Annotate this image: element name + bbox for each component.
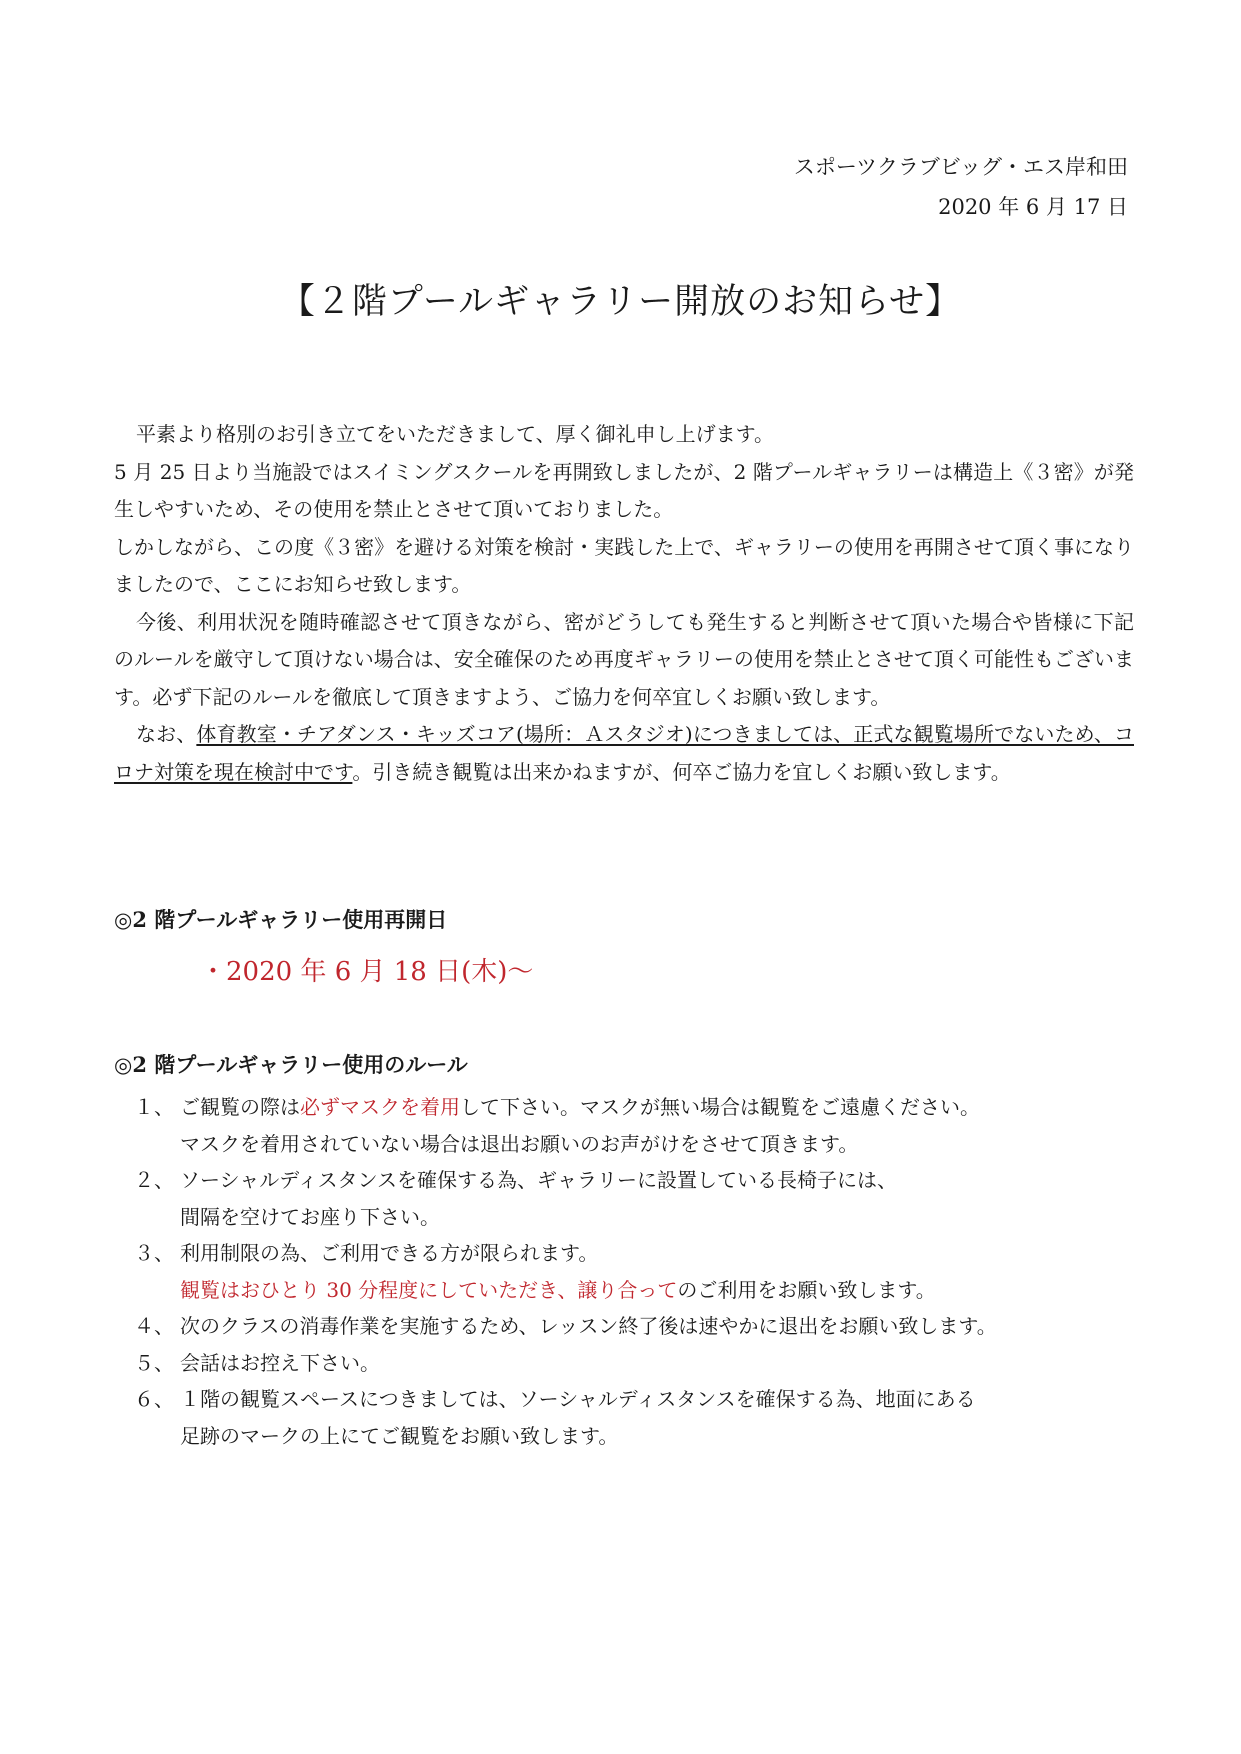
rule-text: ソーシャルディスタンスを確保する為、ギャラリーに設置している長椅子には、 (180, 1168, 897, 1192)
rule-continuation: 間隔を空けてお座り下さい。 (180, 1204, 440, 1229)
rule-text: 次のクラスの消毒作業を実施するため、レッスン終了後は速やかに退出をお願い致します。 (180, 1314, 997, 1338)
notice-tail: 。引き続き観覧は出来かねますが、何卒ご協力を宜しくお願い致します。 (352, 759, 1011, 784)
rule-text: １階の観覧スペースにつきましては、ソーシャルディスタンスを確保する為、地面にある (180, 1387, 976, 1411)
organization-name: スポーツクラブビッグ・エス岸和田 (793, 155, 1128, 179)
page-title: 【２階プールギャラリー開放のお知らせ】 (279, 282, 962, 322)
rule-text: ご観覧の際は (180, 1095, 300, 1119)
rule-item-2 (134, 1162, 1124, 1235)
issue-date: 2020 年 6 月 17 日 (938, 195, 1128, 219)
rule-text: のご利用をお願い致します。 (677, 1277, 936, 1302)
rule-text: 利用制限の為、ご利用できる方が限られます。 (180, 1241, 599, 1265)
rule-item-3 (134, 1235, 1124, 1308)
rule-continuation (134, 1272, 1124, 1309)
intro-paragraph-2: 5 月 25 日より当施設ではスイミングスクールを再開致しましたが、2 階プールギャラリーは構造上《３密》が発生しやすいため、その使用を禁止とさせて頂いておりました。 (114, 459, 1134, 521)
rule-number: １、 (134, 1095, 174, 1119)
rule-number: ３、 (134, 1241, 174, 1265)
intro-paragraph-3: しかしながら、この度《３密》を避ける対策を検討・実践した上で、ギャラリーの使用を再開させて頂く事になりましたので、ここにお知らせ致します。 (114, 534, 1134, 596)
rule-number: ５、 (134, 1350, 174, 1375)
intro-paragraph-5 (114, 716, 1134, 791)
rule-number: ６、 (134, 1387, 174, 1411)
rule-emphasis: 観覧はおひとり 30 分程度にしていただき、譲り合って (180, 1277, 678, 1302)
resume-heading: ◎2 階プールギャラリー使用再開日 (114, 907, 448, 932)
intro-paragraph-1: 平素より格別のお引き立てをいただきまして、厚く御礼申し上げます。 (136, 422, 774, 446)
notice-lead: なお、 (136, 722, 197, 746)
rule-text: 会話はお控え下さい。 (180, 1350, 380, 1375)
rule-continuation: マスクを着用されていない場合は退出お願いのお声がけをさせて頂きます。 (180, 1131, 859, 1156)
rule-text: して下さい。マスクが無い場合は観覧をご遠慮ください。 (460, 1095, 980, 1119)
rule-continuation: 足跡のマークの上にてご観覧をお願い致します。 (180, 1423, 619, 1448)
rule-number: ４、 (134, 1314, 174, 1338)
resume-date: ・2020 年 6 月 18 日(木)～ (200, 957, 534, 987)
rule-emphasis: 必ずマスクを着用 (300, 1095, 460, 1119)
rules-heading: ◎2 階プールギャラリー使用のルール (114, 1052, 468, 1077)
rule-item-5 (134, 1345, 1124, 1382)
rule-item-6 (134, 1381, 1124, 1454)
intro-section (114, 416, 1134, 791)
intro-paragraph-4: 今後、利用状況を随時確認させて頂きながら、密がどうしても発生すると判断させて頂いた場合や皆様に下記のルールを厳守して頂けない場合は、安全確保のため再度ギャラリーの使用を禁止とさせて頂く可能性もございます。必ず下記のルールを徹底して頂きますよう、ご協力を何卒宜しくお願い致します。 (114, 609, 1134, 709)
rule-item-4 (134, 1308, 1124, 1345)
studio-notice-underlined: 体育教室・チアダンス・キッズコア(場所：Ａスタジオ)につきましては、正式な観覧場所でないため、コロナ対策を現在検討中です (114, 722, 1134, 784)
rule-item-1 (134, 1089, 1124, 1162)
rule-number: ２、 (134, 1168, 174, 1192)
rules-list (134, 1089, 1124, 1454)
